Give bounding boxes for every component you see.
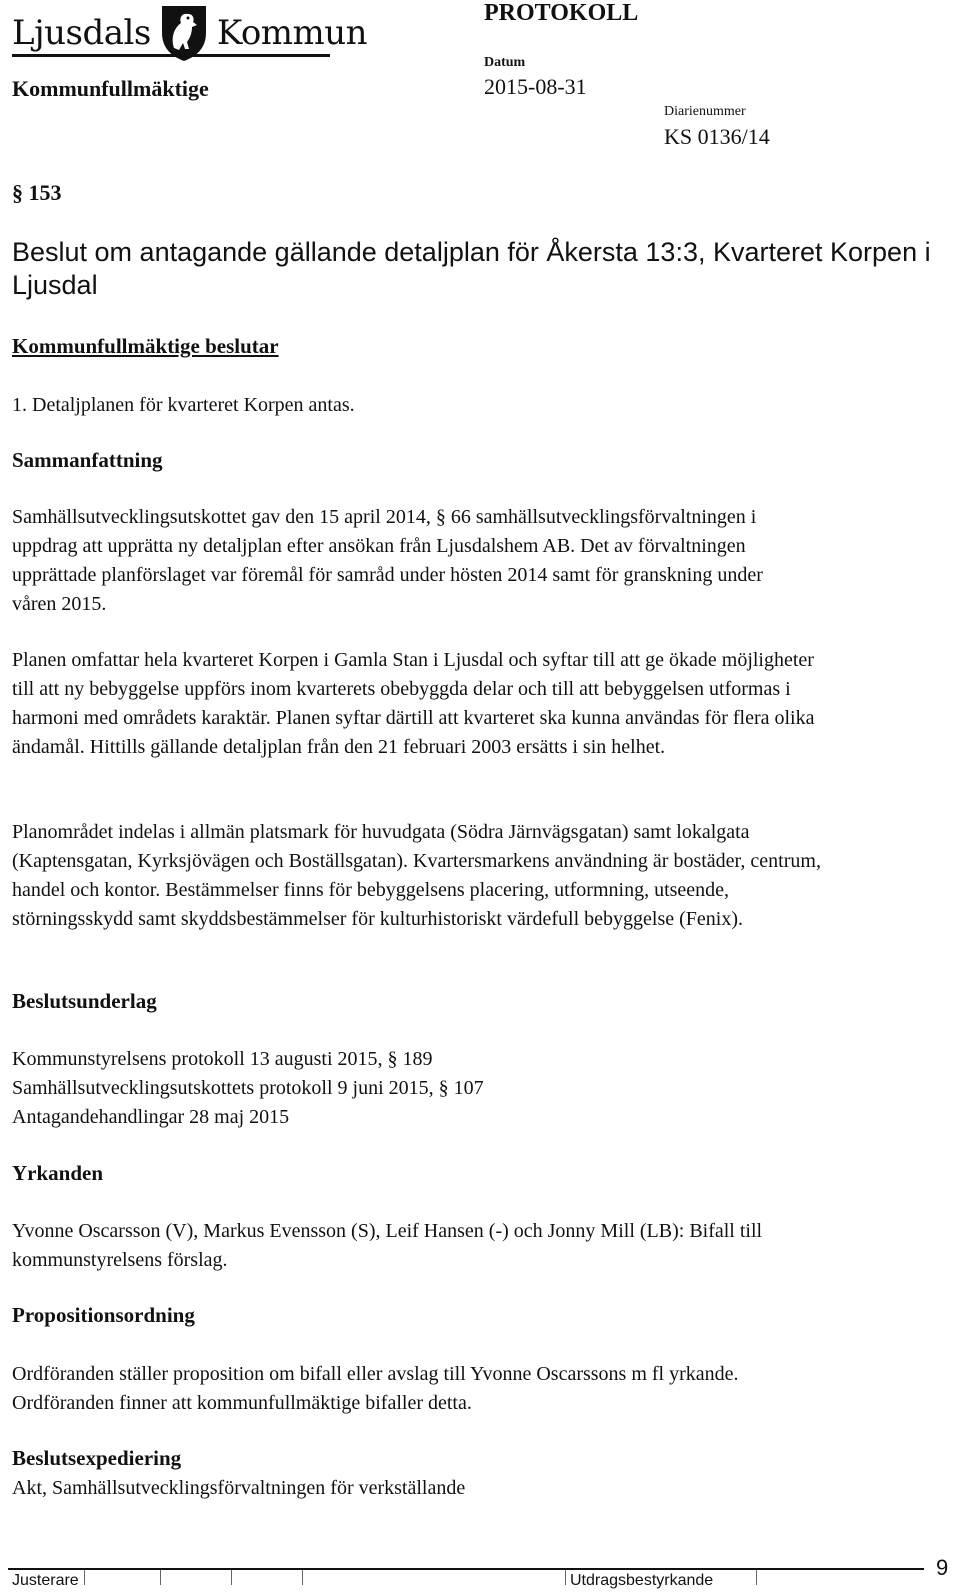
document-type: PROTOKOLL	[484, 0, 639, 26]
case-number-value: KS 0136/14	[664, 124, 770, 149]
motions-text: Yvonne Oscarsson (V), Markus Evensson (S), Leif Hansen (-) och Jonny Mill (LB): Bifall till kommunstyrelsens förslag.	[12, 1220, 763, 1271]
paragraph-number: § 153	[12, 180, 62, 205]
basis-item: Kommunstyrelsens protokoll 13 augusti 2015, § 189	[12, 1048, 433, 1070]
organization-name: Kommunfullmäktige	[12, 76, 209, 101]
decision-item: 1. Detaljplanen för kvarteret Korpen antas.	[12, 394, 355, 416]
summary-paragraph: Planen omfattar hela kvarteret Korpen i Gamla Stan i Ljusdal och syftar till att ge ökade möjligheter till att ny bebyggelse uppförs inom kvarterets obebyggda delar och till att bebyggelsen utformas i harmoni med områdets karaktär. Planen syftar därtill att kvarteret ska kunna användas för flera olika ändamål. Hittills gällande detaljplan från den 21 februari 2003 ersätts i sin helhet.	[12, 649, 815, 758]
logo-word-left: Ljusdals	[12, 13, 151, 53]
case-number-label: Diarienummer	[664, 104, 746, 119]
decision-title: Beslut om antagande gällande detaljplan för Åkersta 13:3, Kvarteret Korpen i Ljusdal	[12, 237, 931, 300]
basis-item: Antagandehandlingar 28 maj 2015	[12, 1106, 290, 1128]
footer-label-left: Justerare	[8, 1570, 85, 1585]
decision-heading: Kommunfullmäktige beslutar	[12, 334, 279, 358]
dispatch-heading: Beslutsexpediering	[12, 1446, 182, 1470]
summary-paragraph: Planområdet indelas i allmän platsmark för huvudgata (Södra Järnvägsgatan) samt lokalgata (Kaptensgatan, Kyrksjövägen och Boställsgatan). Kvartersmarkens användning är bostäder, centrum, handel och kontor. Bestämmelser finns för bebyggelsens placering, utformning, utseende, störningsskydd samt skyddsbestämmelser för kulturhistoriskt värdefull bebyggelse (Fenix).	[12, 821, 821, 930]
basis-heading: Beslutsunderlag	[12, 989, 157, 1013]
footer-label-right: Utdragsbestyrkande	[566, 1570, 757, 1585]
date-label: Datum	[484, 55, 526, 70]
proposition-heading: Propositionsordning	[12, 1303, 195, 1327]
summary-paragraph: Samhällsutvecklingsutskottet gav den 15 april 2014, § 66 samhällsutvecklingsförvaltningen i uppdrag att upprätta ny detaljplan efter ansökan från Ljusdalshem AB. Det av förvaltningen upprättade planförslaget var föremål för samråd under hösten 2014 samt för granskning under våren 2015.	[12, 506, 763, 615]
signature-footer	[8, 1568, 924, 1589]
logo-underline	[12, 54, 330, 57]
page-number: 9	[936, 1555, 949, 1580]
summary-heading: Sammanfattning	[12, 448, 163, 472]
motions-heading: Yrkanden	[12, 1161, 104, 1185]
date-value: 2015-08-31	[484, 74, 587, 99]
proposition-text: Ordföranden ställer proposition om bifall eller avslag till Yvonne Oscarssons m fl yrkande. Ordföranden finner att kommunfullmäktige bifaller detta.	[12, 1363, 739, 1414]
basis-item: Samhällsutvecklingsutskottets protokoll 9 juni 2015, § 107	[12, 1077, 484, 1099]
logo-word-right: Kommun	[216, 13, 368, 53]
dispatch-text: Akt, Samhällsutvecklingsförvaltningen för verkställande	[12, 1477, 466, 1499]
